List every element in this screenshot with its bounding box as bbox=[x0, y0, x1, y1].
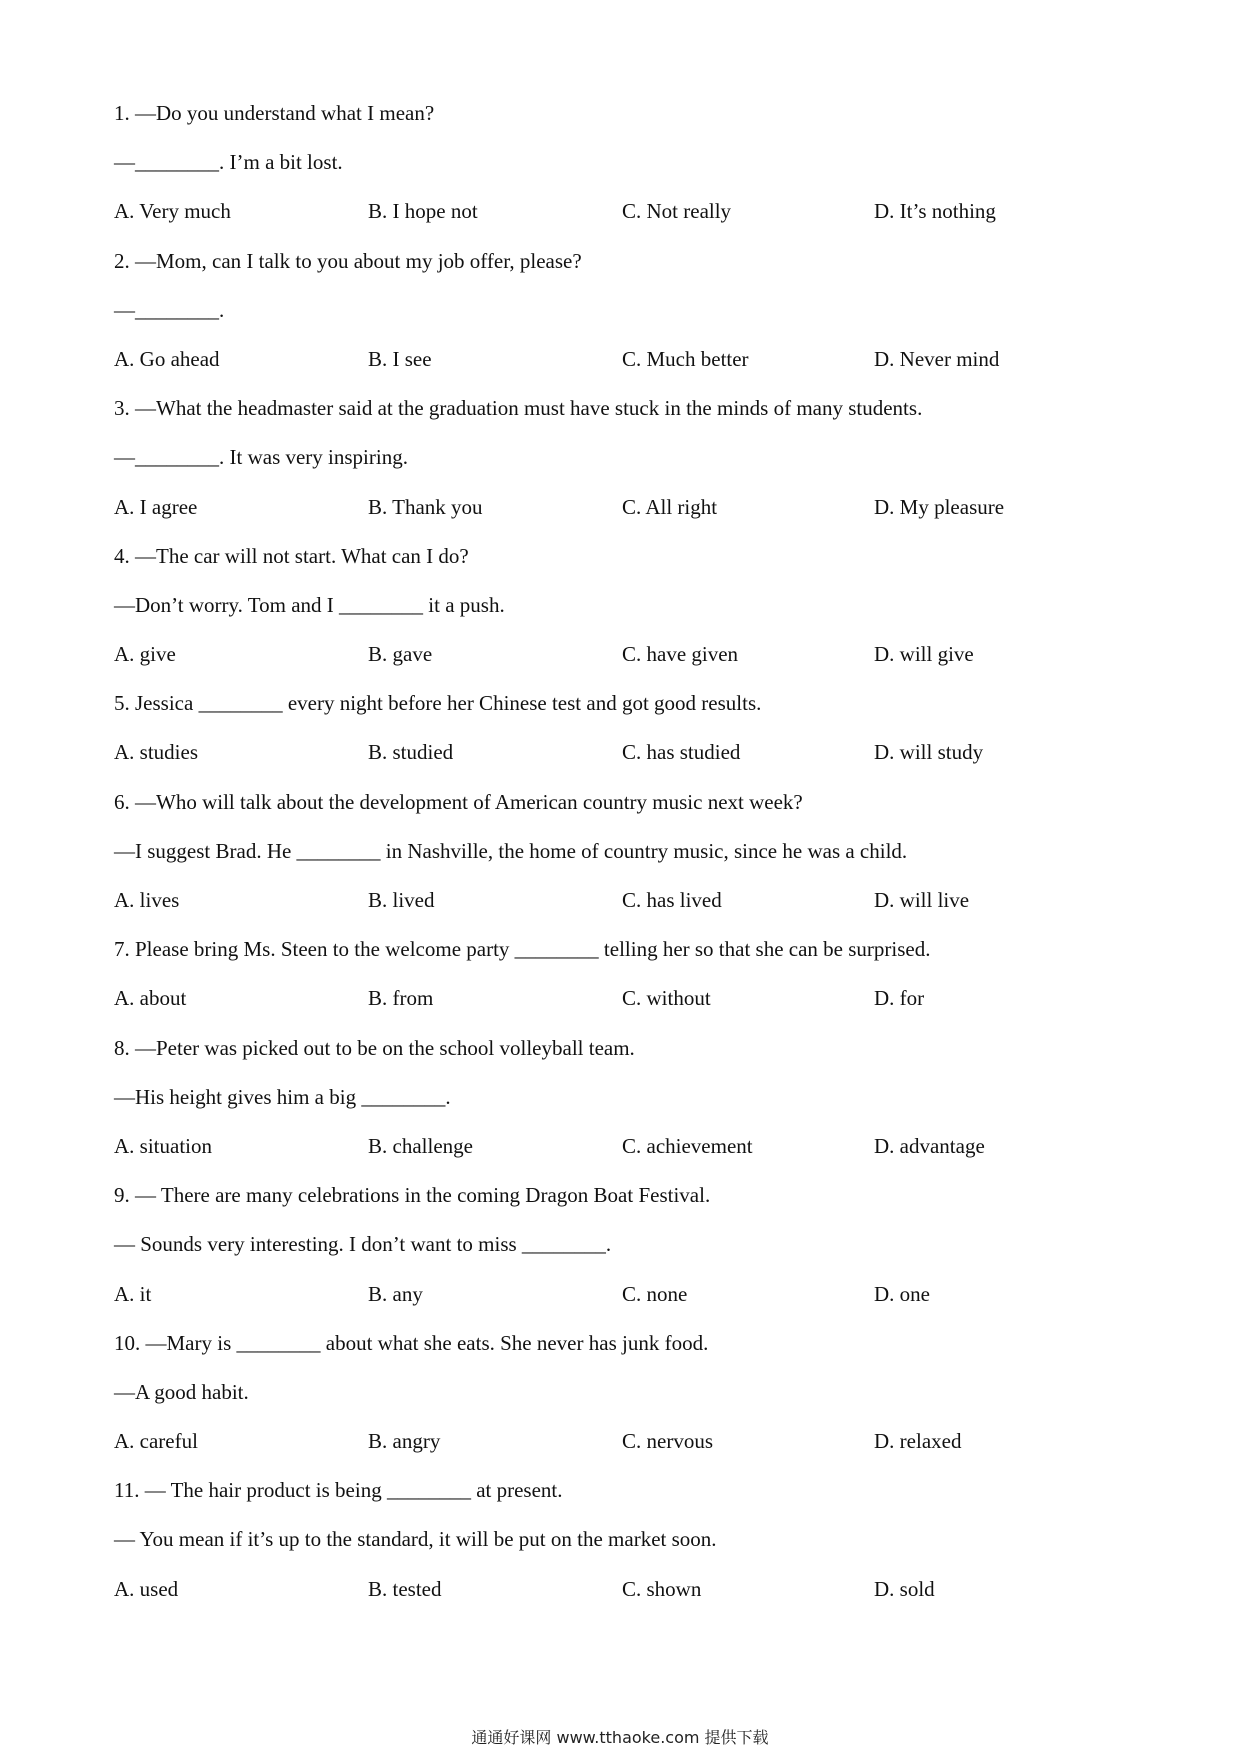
option-d: D. for bbox=[874, 986, 925, 1011]
answer-options bbox=[114, 199, 1124, 223]
option-b: B. studied bbox=[368, 740, 454, 765]
page-footer: 通通好课网 www.tthaoke.com 提供下载 bbox=[471, 1728, 769, 1747]
option-c: C. shown bbox=[622, 1576, 702, 1601]
option-c: C. All right bbox=[622, 494, 718, 519]
option-c: C. achievement bbox=[622, 1133, 753, 1158]
question-7 bbox=[114, 937, 1124, 1010]
option-c: C. nervous bbox=[622, 1429, 713, 1454]
answer-options bbox=[114, 1282, 1124, 1306]
question-response: —________. I’m a bit lost. bbox=[114, 150, 343, 175]
option-d: D. will live bbox=[874, 888, 970, 912]
question-stem: 5. Jessica ________ every night before her Chinese test and got good results. bbox=[114, 691, 762, 716]
option-b: B. lived bbox=[368, 888, 435, 912]
question-stem: 2. —Mom, can I talk to you about my job offer, please? bbox=[114, 248, 582, 273]
option-b: B. Thank you bbox=[368, 494, 483, 519]
option-d: D. advantage bbox=[874, 1133, 985, 1158]
question-4 bbox=[114, 544, 1124, 666]
option-d: D. sold bbox=[874, 1576, 935, 1601]
option-d: D. will study bbox=[874, 740, 984, 765]
question-6 bbox=[114, 790, 1124, 912]
answer-options bbox=[114, 740, 1124, 764]
option-a: A. lives bbox=[114, 888, 180, 912]
answer-options bbox=[114, 1577, 1124, 1601]
question-stem: 4. —The car will not start. What can I do? bbox=[114, 543, 469, 568]
answer-options bbox=[114, 888, 1124, 912]
question-list bbox=[114, 101, 1124, 1626]
question-response: — You mean if it’s up to the standard, it will be put on the market soon. bbox=[114, 1527, 717, 1552]
question-response: —His height gives him a big ________. bbox=[114, 1084, 451, 1109]
option-b: B. any bbox=[368, 1281, 423, 1306]
question-stem: 7. Please bring Ms. Steen to the welcome party ________ telling her so that she can be surprised. bbox=[114, 937, 931, 962]
question-3 bbox=[114, 396, 1124, 518]
option-b: B. I hope not bbox=[368, 199, 478, 224]
question-response: —________. bbox=[114, 297, 225, 322]
question-8 bbox=[114, 1036, 1124, 1158]
question-9 bbox=[114, 1183, 1124, 1305]
option-d: D. relaxed bbox=[874, 1429, 962, 1454]
option-b: B. challenge bbox=[368, 1133, 473, 1158]
answer-options bbox=[114, 1134, 1124, 1158]
option-c: C. Not really bbox=[622, 199, 732, 224]
option-c: C. Much better bbox=[622, 346, 749, 371]
answer-options bbox=[114, 986, 1124, 1010]
answer-options bbox=[114, 347, 1124, 371]
option-b: B. from bbox=[368, 986, 434, 1011]
question-10 bbox=[114, 1331, 1124, 1453]
question-response: —I suggest Brad. He ________ in Nashville, the home of country music, since he was a child. bbox=[114, 838, 908, 863]
question-11 bbox=[114, 1478, 1124, 1600]
question-stem: 10. —Mary is ________ about what she eats. She never has junk food. bbox=[114, 1330, 709, 1355]
option-a: A. it bbox=[114, 1281, 152, 1306]
option-a: A. situation bbox=[114, 1133, 212, 1158]
option-a: A. give bbox=[114, 642, 176, 667]
question-stem: 9. — There are many celebrations in the coming Dragon Boat Festival. bbox=[114, 1183, 711, 1208]
option-b: B. tested bbox=[368, 1576, 442, 1601]
option-c: C. none bbox=[622, 1281, 688, 1306]
question-stem: 3. —What the headmaster said at the graduation must have stuck in the minds of many students. bbox=[114, 396, 923, 421]
question-response: —________. It was very inspiring. bbox=[114, 445, 408, 470]
question-stem: 8. —Peter was picked out to be on the school volleyball team. bbox=[114, 1035, 635, 1060]
question-response: —Don’t worry. Tom and I ________ it a push. bbox=[114, 592, 505, 617]
question-stem: 6. —Who will talk about the development of American country music next week? bbox=[114, 789, 803, 814]
option-c: C. has studied bbox=[622, 740, 741, 765]
option-b: B. I see bbox=[368, 346, 432, 371]
option-a: A. about bbox=[114, 986, 187, 1011]
question-response: — Sounds very interesting. I don’t want to miss ________. bbox=[114, 1232, 612, 1257]
answer-options bbox=[114, 642, 1124, 666]
option-a: A. Go ahead bbox=[114, 346, 220, 371]
question-1 bbox=[114, 101, 1124, 223]
question-5 bbox=[114, 691, 1124, 764]
question-stem: 1. —Do you understand what I mean? bbox=[114, 101, 435, 125]
question-stem: 11. — The hair product is being ________ at present. bbox=[114, 1478, 563, 1503]
option-a: A. Very much bbox=[114, 199, 231, 224]
answer-options bbox=[114, 1429, 1124, 1453]
option-c: C. without bbox=[622, 986, 711, 1011]
option-d: D. will give bbox=[874, 642, 974, 667]
option-a: A. studies bbox=[114, 740, 198, 765]
question-2 bbox=[114, 249, 1124, 371]
answer-options bbox=[114, 495, 1124, 519]
option-c: C. have given bbox=[622, 642, 739, 667]
option-d: D. My pleasure bbox=[874, 494, 1005, 519]
option-a: A. used bbox=[114, 1576, 179, 1601]
option-d: D. one bbox=[874, 1281, 930, 1306]
option-a: A. I agree bbox=[114, 494, 198, 519]
option-b: B. angry bbox=[368, 1429, 441, 1454]
option-a: A. careful bbox=[114, 1429, 198, 1454]
option-d: D. Never mind bbox=[874, 346, 1000, 371]
option-b: B. gave bbox=[368, 642, 433, 667]
question-response: —A good habit. bbox=[114, 1379, 249, 1404]
option-d: D. It’s nothing bbox=[874, 199, 996, 224]
option-c: C. has lived bbox=[622, 888, 722, 912]
